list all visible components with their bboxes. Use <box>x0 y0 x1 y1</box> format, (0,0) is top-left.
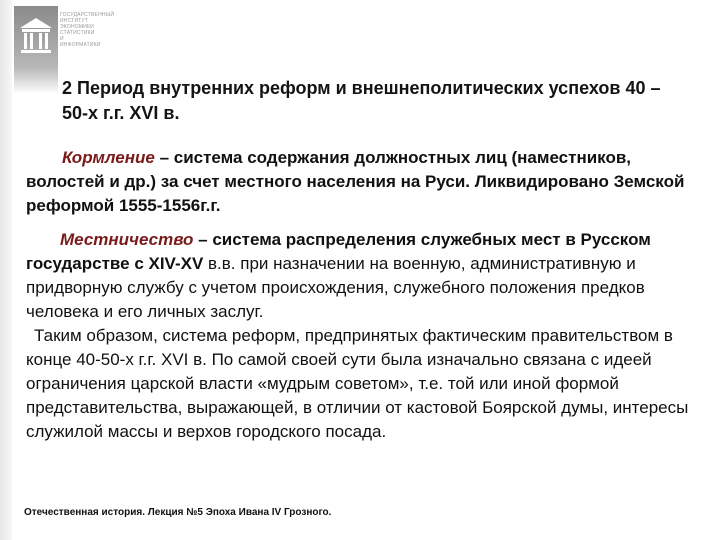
paragraph-mestnichestvo <box>26 228 696 444</box>
logo-text-line: СТАТИСТИКИ <box>60 30 95 36</box>
logo-text-line: И ИНФОРМАТИКИ <box>60 36 101 48</box>
logo-text-line: ИНСТИТУТ <box>60 18 89 24</box>
logo-text-line: ГОСУДАРСТВЕННЫЙ <box>60 12 115 18</box>
institution-building-icon <box>18 16 54 56</box>
page-title: 2 Период внутренних реформ и внешнеполитических успехов 40 – 50-х г.г. XVI в. <box>62 78 661 123</box>
term-kormlenie: Кормление <box>62 148 155 167</box>
footer-caption: Отечественная история. Лекция №5 Эпоха Ивана IV Грозного. <box>24 507 332 518</box>
logo <box>14 6 58 94</box>
paragraph-text: в.в. при назначении на военную, административную и придворную службу с учетом происхождения, служебного положения предков человека и его личных заслуг. <box>26 254 645 321</box>
paragraph-conclusion: Таким образом, система реформ, предпринятых фактическим правительством в конце 40-50-х г.г. XVI в. По самой своей сути была изначально связана с идеей ограничения царской власти «мудрым советом», т.е. той или иной формой представительства, выражающей, в отличии от кастовой Боярской думы, интересы служилой массы и верхов городского посада. <box>26 326 689 441</box>
paragraph-text: – система содержания должностных лиц (наместников, волостей и др.) за счет местного населения на Руси. Ликвидировано Земской реформой 1555-1556г.г. <box>26 148 685 215</box>
paragraph-kormlenie <box>26 146 696 218</box>
paragraph-bold-text: – система распределения служебных мест в Русском государстве с XIV-XV <box>26 230 651 273</box>
term-mestnichestvo: Местничество <box>60 230 194 249</box>
logo-text <box>60 12 115 48</box>
sidebar-band <box>0 0 12 540</box>
logo-text-line: ЭКОНОМИКИ <box>60 24 94 30</box>
